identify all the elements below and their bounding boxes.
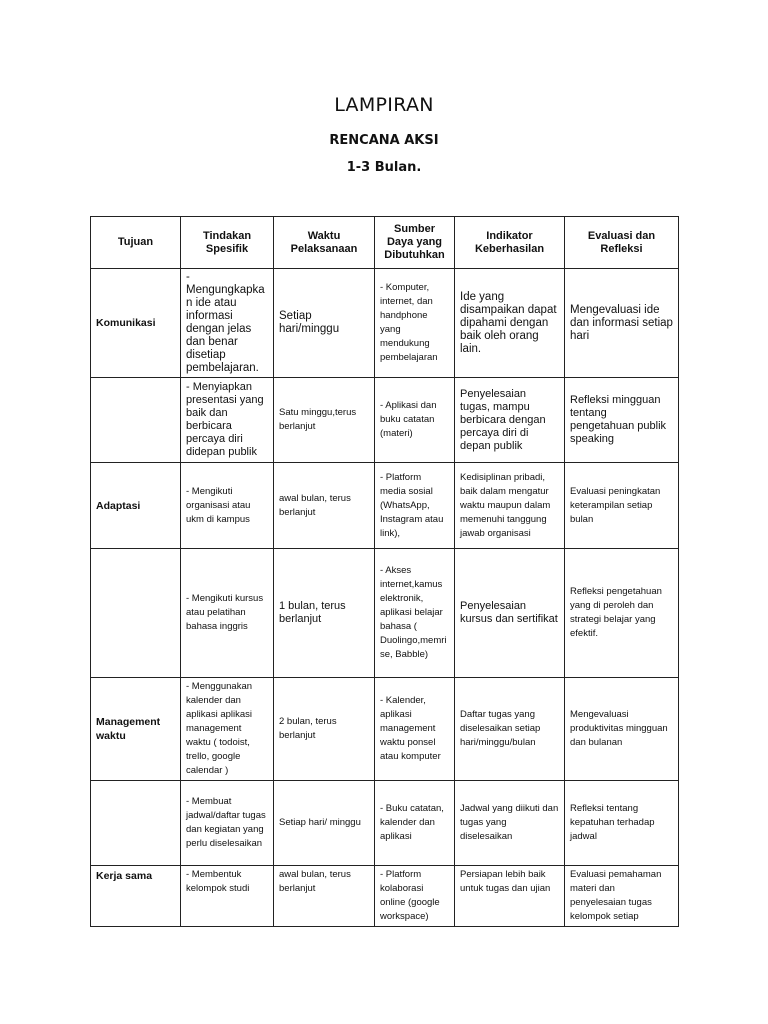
indicator-cell: Ide yang disampaikan dapat dipahami dengan baik oleh orang lain.	[455, 269, 565, 378]
evaluation-cell: Refleksi pengetahuan yang di peroleh dan strategi belajar yang efektif.	[565, 549, 679, 678]
time-cell: 1 bulan, terus berlanjut	[274, 549, 375, 678]
action-plan-table	[90, 216, 679, 927]
goal-cell: Management waktu	[91, 678, 181, 781]
resource-cell: - Kalender, aplikasi management waktu ponsel atau komputer	[375, 678, 455, 781]
indicator-cell: Kedisiplinan pribadi, baik dalam mengatur waktu maupun dalam memenuhi tanggung jawab organisasi	[455, 463, 565, 549]
indicator-cell: Penyelesaian kursus dan sertifikat	[455, 549, 565, 678]
header-tujuan: Tujuan	[91, 217, 181, 269]
document-subtitle: RENCANA AKSI	[329, 133, 439, 148]
resource-cell: - Platform media sosial (WhatsApp, Instagram atau link),	[375, 463, 455, 549]
evaluation-cell: Refleksi mingguan tentang pengetahuan publik speaking	[565, 378, 679, 463]
header-sumber: Sumber Daya yang Dibutuhkan	[375, 217, 455, 269]
action-cell: - Mengikuti organisasi atau ukm di kampus	[181, 463, 274, 549]
indicator-cell: Daftar tugas yang diselesaikan setiap hari/minggu/bulan	[455, 678, 565, 781]
time-cell: Satu minggu,terus berlanjut	[274, 378, 375, 463]
table-row	[91, 378, 679, 463]
goal-cell	[91, 781, 181, 866]
plan-duration: 1-3 Bulan.	[346, 160, 422, 175]
table-row	[91, 781, 679, 866]
action-cell: - Menyiapkan presentasi yang baik dan berbicara percaya diri didepan publik	[181, 378, 274, 463]
time-cell: Setiap hari/ minggu	[274, 781, 375, 866]
time-cell: Setiap hari/minggu	[274, 269, 375, 378]
action-cell: - Membuat jadwal/daftar tugas dan kegiatan yang perlu diselesaikan	[181, 781, 274, 866]
action-cell: - Mengikuti kursus atau pelatihan bahasa inggris	[181, 549, 274, 678]
resource-cell: - Komputer, internet, dan handphone yang mendukung pembelajaran	[375, 269, 455, 378]
goal-cell	[91, 378, 181, 463]
header-indikator: Indikator Keberhasilan	[455, 217, 565, 269]
header-waktu: Waktu Pelaksanaan	[274, 217, 375, 269]
header-evaluasi: Evaluasi dan Refleksi	[565, 217, 679, 269]
indicator-cell: Penyelesaian tugas, mampu berbicara dengan percaya diri di depan publik	[455, 378, 565, 463]
resource-cell: - Buku catatan, kalender dan aplikasi	[375, 781, 455, 866]
action-cell: - Mengungkapkan ide atau informasi dengan jelas dan benar disetiap pembelajaran.	[181, 269, 274, 378]
evaluation-cell: Mengevaluasi ide dan informasi setiap hari	[565, 269, 679, 378]
document-title: LAMPIRAN	[334, 94, 434, 116]
table-row	[91, 678, 679, 781]
table-header-row	[91, 217, 679, 269]
table-row	[91, 269, 679, 378]
action-cell: - Membentuk kelompok studi	[181, 866, 274, 927]
resource-cell: - Akses internet,kamus elektronik, aplikasi belajar bahasa ( Duolingo,memrise, Babble)	[375, 549, 455, 678]
goal-cell	[91, 549, 181, 678]
goal-cell: Adaptasi	[91, 463, 181, 549]
evaluation-cell: Refleksi tentang kepatuhan terhadap jadwal	[565, 781, 679, 866]
time-cell: awal bulan, terus berlanjut	[274, 463, 375, 549]
goal-cell: Komunikasi	[91, 269, 181, 378]
evaluation-cell: Mengevaluasi produktivitas mingguan dan bulanan	[565, 678, 679, 781]
indicator-cell: Jadwal yang diikuti dan tugas yang diselesaikan	[455, 781, 565, 866]
evaluation-cell: Evaluasi peningkatan keterampilan setiap bulan	[565, 463, 679, 549]
evaluation-cell: Evaluasi pemahaman materi dan penyelesaian tugas kelompok setiap	[565, 866, 679, 927]
indicator-cell: Persiapan lebih baik untuk tugas dan ujian	[455, 866, 565, 927]
resource-cell: - Platform kolaborasi online (google workspace)	[375, 866, 455, 927]
table-row	[91, 463, 679, 549]
goal-cell: Kerja sama	[91, 866, 181, 927]
table-row	[91, 549, 679, 678]
time-cell: 2 bulan, terus berlanjut	[274, 678, 375, 781]
time-cell: awal bulan, terus berlanjut	[274, 866, 375, 927]
header-tindakan: Tindakan Spesifik	[181, 217, 274, 269]
resource-cell: - Aplikasi dan buku catatan (materi)	[375, 378, 455, 463]
action-cell: - Menggunakan kalender dan aplikasi aplikasi management waktu ( todoist, trello, google calendar )	[181, 678, 274, 781]
table-row	[91, 866, 679, 927]
